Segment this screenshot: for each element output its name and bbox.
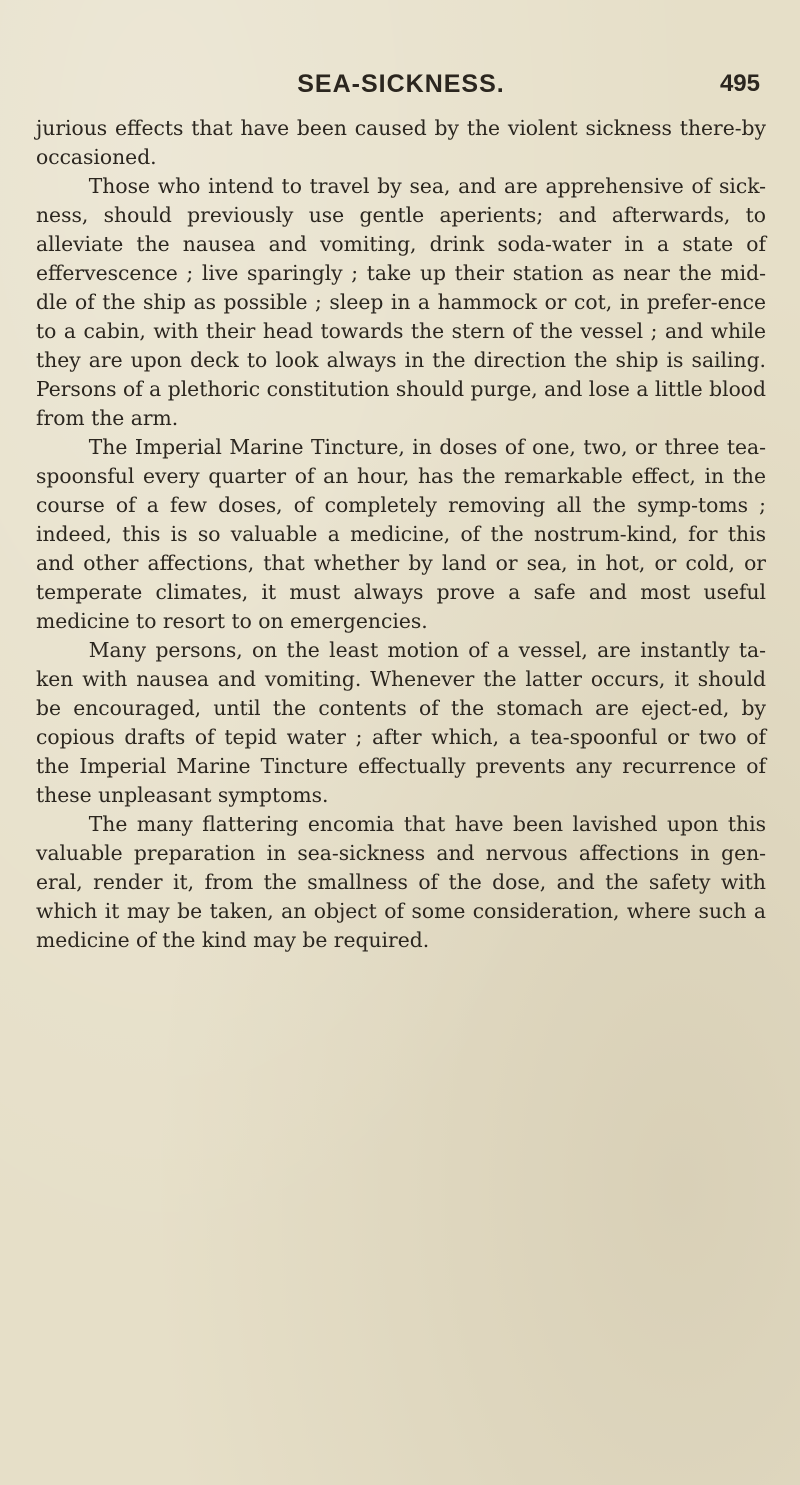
body-text [36,114,766,955]
page-number: 495 [719,70,760,97]
paragraph-travel-advice: Those who intend to travel by sea, and are apprehensive of sick-ness, should previously use gentle aperients; and afterwards, to alleviate the nausea and vomiting, drink soda-water in a state of effervescence ; live sparingly ; take up their station as near the mid-dle of the ship as possible ; sleep in a hammock or cot, in prefer-ence to a cabin, with their head towards the stern of the vessel ; and while they are upon deck to look always in the direction the ship is sailing. Persons of a plethoric constitution should purge, and lose a little blood from the arm. [36,174,766,430]
running-head [36,70,766,106]
paragraph-nausea: Many persons, on the least motion of a vessel, are instantly ta-ken with nausea and vomiting. Whenever the latter occurs, it should be encouraged, until the contents of the stomach are eject-ed, by copious drafts of tepid water ; after which, a tea-spoonful or two of the Imperial Marine Tincture effectually prevents any recurrence of these unpleasant symptoms. [36,638,766,807]
paragraph-encomia: The many flattering encomia that have been lavished upon this valuable preparation in sea-sickness and nervous affections in gen-eral, render it, from the smallness of the dose, and the safety with which it may be taken, an object of some consideration, where such a medicine of the kind may be required. [36,812,766,952]
paragraph-continuation: jurious effects that have been caused by the violent sickness there-by occasioned. [36,116,766,169]
running-title: SEA-SICKNESS. [297,70,505,98]
paragraph-imperial-tincture: The Imperial Marine Tincture, in doses of one, two, or three tea-spoonsful every quarter of an hour, has the remarkable effect, in the course of a few doses, of completely removing all the symp-toms ; indeed, this is so valuable a medicine, of the nostrum-kind, for this and other affections, that whether by land or sea, in hot, or cold, or temperate climates, it must always prove a safe and most useful medicine to resort to on emergencies. [36,435,766,633]
